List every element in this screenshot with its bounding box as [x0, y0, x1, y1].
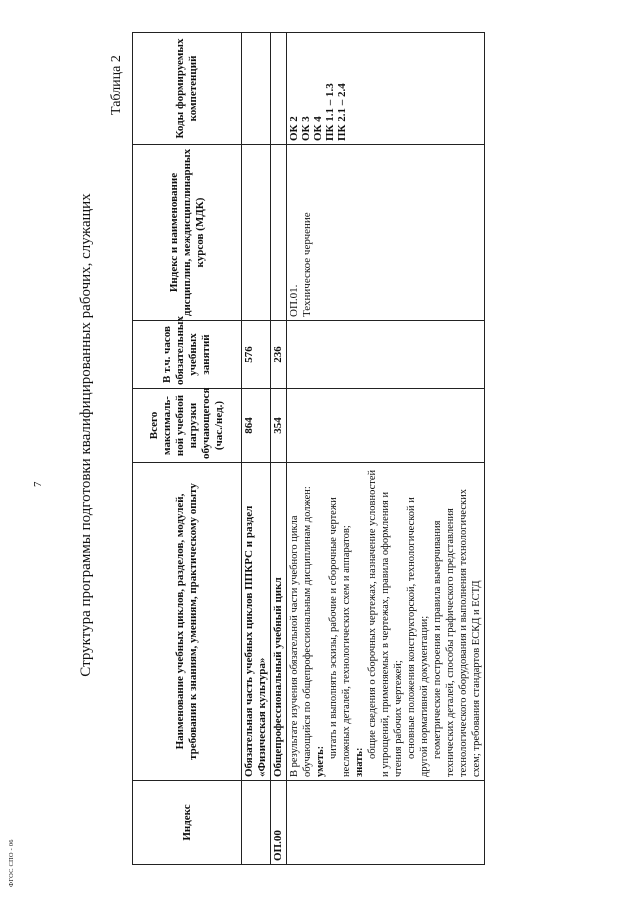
cell-mandatory-part-mandatory: 576 — [242, 321, 271, 389]
cell-mandatory-part-max-load: 864 — [242, 389, 271, 463]
discipline-code: ОП.01. — [288, 284, 300, 317]
cell-empty — [287, 389, 485, 463]
cell-op00-index: ОП.00 — [271, 781, 287, 865]
cell-op01-requirements — [287, 463, 485, 781]
can-text: читать и выполнять эскизы, рабочие и сборочные чертежи несложных деталей, технологических схем и аппаратов; — [328, 497, 352, 777]
header-index: Индекс — [133, 781, 242, 865]
can-label: уметь: — [315, 745, 326, 777]
know-item-2: основные положения конструкторской, технологической и другой нормативной документации; — [406, 497, 430, 777]
discipline-name: Техническое черчение — [301, 212, 313, 317]
competency-code: ПК 1.1 – 1.3 — [324, 83, 336, 141]
cell-op00-max-load: 354 — [271, 389, 287, 463]
table-row-op01 — [287, 33, 485, 865]
competency-code: ОК 3 — [300, 116, 312, 141]
header-competencies: Коды формируемых компетенций — [133, 33, 242, 145]
header-max-load: Всего максималь-ной учебной нагрузки обучающегося (час./нед.) — [133, 389, 242, 463]
cell-op00-mandatory: 236 — [271, 321, 287, 389]
cell-index-empty — [242, 781, 271, 865]
footer-code: ФГОС СПО - 06 — [8, 839, 15, 887]
competency-code: ОК 2 — [288, 116, 300, 141]
cell-op01-competencies — [287, 33, 485, 145]
cell-empty — [271, 145, 287, 321]
know-label: знать: — [354, 747, 365, 777]
table-row-op00 — [271, 33, 287, 865]
header-name: Наименование учебных циклов, разделов, модулей, требования к знаниям, умениям, практическому опыту — [133, 463, 242, 781]
requirements-intro: В результате изучения обязательной части учебного цикла обучающийся по общепрофессиональным дисциплинам должен: — [289, 486, 313, 777]
know-item-1: общие сведения о сборочных чертежах, назначение условностей и упрощений, применяемых в чертежах, правила оформления и чтения рабочих чертежей; — [367, 469, 404, 777]
competency-code: ОК 4 — [312, 116, 324, 141]
header-row — [133, 33, 242, 865]
cell-empty — [287, 781, 485, 865]
cell-empty — [242, 145, 271, 321]
program-structure-table — [132, 32, 485, 865]
cell-op00-name: Общепрофессиональный учебный цикл — [271, 463, 287, 781]
cell-empty — [271, 33, 287, 145]
competency-code: ПК 2.1 – 2.4 — [336, 83, 348, 141]
cell-empty — [242, 33, 271, 145]
cell-mandatory-part-name: Обязательная часть учебных циклов ППКРС и раздел «Физическая культура» — [242, 463, 271, 781]
header-discipline: Индекс и наименование дисциплин, междисциплинарных курсов (МДК) — [133, 145, 242, 321]
table-label: Таблица 2 — [109, 55, 124, 115]
table-row-mandatory-part — [242, 33, 271, 865]
page-number: 7 — [32, 481, 44, 487]
header-mandatory: В т.ч. часов обязательных учебных занятий — [133, 321, 242, 389]
cell-op01-discipline — [287, 145, 485, 321]
know-item-3: геометрические построения и правила вычерчивания технических деталей, способы графического представления технологического оборудования и выполнения технологических схем; требования стандартов ЕСКД и ЕСТД — [432, 489, 482, 777]
cell-empty — [287, 321, 485, 389]
table-title: Структура программы подготовки квалифицированных рабочих, служащих — [78, 193, 94, 677]
